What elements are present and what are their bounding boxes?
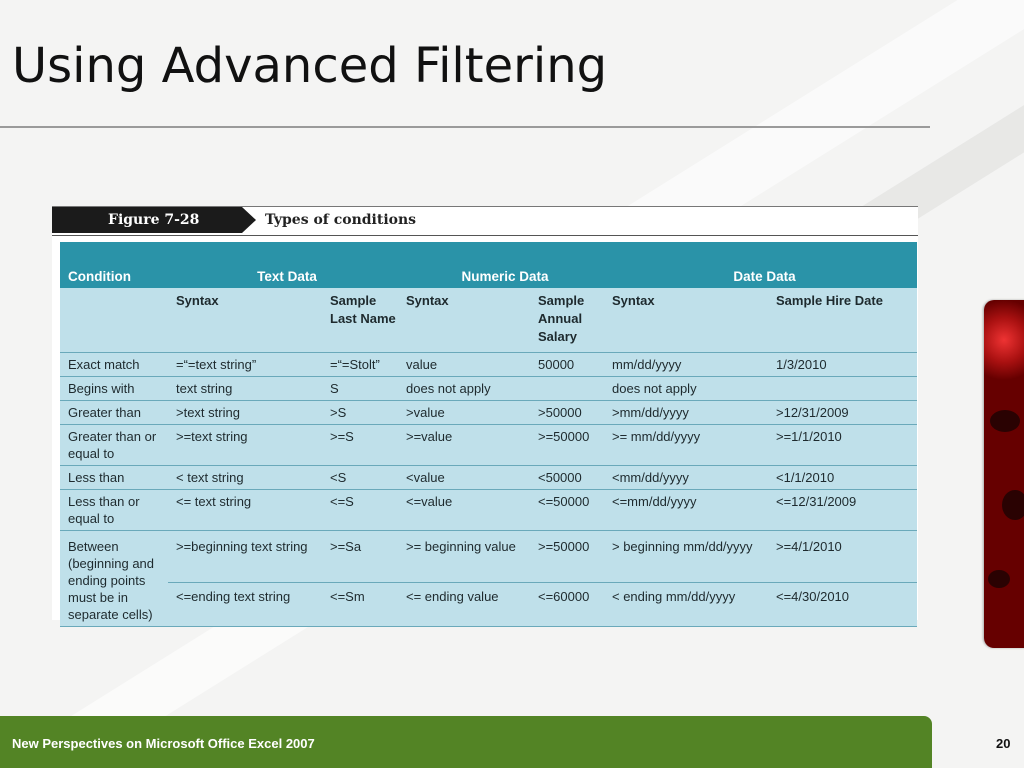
table-row-between-begin bbox=[60, 531, 917, 583]
cell-condition: Greater than or equal to bbox=[60, 425, 168, 466]
title-divider bbox=[0, 126, 930, 128]
cell-date-sample: >12/31/2009 bbox=[768, 401, 917, 425]
cell-text-sample: >=S bbox=[322, 425, 398, 466]
cell-numeric-sample: >=50000 bbox=[530, 531, 604, 583]
cell-date-sample: >=1/1/2010 bbox=[768, 425, 917, 466]
table-subheader-row bbox=[60, 288, 917, 353]
figure-caption: Types of conditions bbox=[265, 212, 417, 228]
cell-text-syntax: < text string bbox=[168, 466, 322, 490]
cell-numeric-syntax: does not apply bbox=[398, 377, 530, 401]
figure-label-arrow bbox=[242, 207, 256, 233]
table-row bbox=[60, 401, 917, 425]
cell-text-syntax: <=ending text string bbox=[168, 583, 322, 627]
cell-date-syntax: >mm/dd/yyyy bbox=[604, 401, 768, 425]
table-row bbox=[60, 353, 917, 377]
figure-types-of-conditions bbox=[52, 206, 918, 620]
cell-text-syntax: >=text string bbox=[168, 425, 322, 466]
cell-date-sample: >=4/1/2010 bbox=[768, 531, 917, 583]
cell-date-sample: <=12/31/2009 bbox=[768, 490, 917, 531]
subheader-text-sample: Sample Last Name bbox=[322, 288, 398, 353]
cell-numeric-syntax: >= beginning value bbox=[398, 531, 530, 583]
subheader-date-syntax: Syntax bbox=[604, 288, 768, 353]
cell-numeric-syntax: >value bbox=[398, 401, 530, 425]
cell-condition: Less than bbox=[60, 466, 168, 490]
figure-header bbox=[52, 206, 918, 236]
figure-label: Figure 7-28 bbox=[52, 207, 242, 233]
footer-bar bbox=[0, 716, 932, 768]
footer-text: New Perspectives on Microsoft Office Excel 2007 bbox=[12, 736, 315, 751]
cell-text-sample: S bbox=[322, 377, 398, 401]
subheader-text-syntax: Syntax bbox=[168, 288, 322, 353]
cell-text-syntax: text string bbox=[168, 377, 322, 401]
cell-date-sample: <1/1/2010 bbox=[768, 466, 917, 490]
page-number: 20 bbox=[996, 736, 1011, 751]
cell-date-syntax: mm/dd/yyyy bbox=[604, 353, 768, 377]
cell-numeric-sample: <50000 bbox=[530, 466, 604, 490]
cell-condition: Greater than bbox=[60, 401, 168, 425]
slide-title: Using Advanced Filtering bbox=[12, 38, 608, 94]
subheader-blank bbox=[60, 288, 168, 353]
cell-text-sample: >S bbox=[322, 401, 398, 425]
cell-numeric-syntax: >=value bbox=[398, 425, 530, 466]
cell-date-syntax: < ending mm/dd/yyyy bbox=[604, 583, 768, 627]
conditions-table bbox=[60, 242, 917, 627]
table-row-between-end bbox=[60, 583, 917, 627]
cell-text-sample: <=Sm bbox=[322, 583, 398, 627]
cell-date-sample: 1/3/2010 bbox=[768, 353, 917, 377]
cell-text-syntax: <= text string bbox=[168, 490, 322, 531]
subheader-date-sample: Sample Hire Date bbox=[768, 288, 917, 353]
subheader-numeric-syntax: Syntax bbox=[398, 288, 530, 353]
cell-condition: Exact match bbox=[60, 353, 168, 377]
cell-date-syntax: >= mm/dd/yyyy bbox=[604, 425, 768, 466]
cell-numeric-sample: >50000 bbox=[530, 401, 604, 425]
cell-condition: Begins with bbox=[60, 377, 168, 401]
header-date-data: Date Data bbox=[604, 242, 917, 288]
cell-numeric-sample: >=50000 bbox=[530, 425, 604, 466]
cell-date-syntax: <=mm/dd/yyyy bbox=[604, 490, 768, 531]
table-row bbox=[60, 425, 917, 466]
cell-text-sample: >=Sa bbox=[322, 531, 398, 583]
cell-date-syntax: does not apply bbox=[604, 377, 768, 401]
cell-date-sample bbox=[768, 377, 917, 401]
cell-numeric-sample bbox=[530, 377, 604, 401]
subheader-numeric-sample: Sample Annual Salary bbox=[530, 288, 604, 353]
cell-numeric-syntax: <value bbox=[398, 466, 530, 490]
cell-numeric-syntax: <=value bbox=[398, 490, 530, 531]
header-condition: Condition bbox=[60, 242, 168, 288]
cell-text-syntax: >=beginning text string bbox=[168, 531, 322, 583]
decorative-side-image bbox=[984, 300, 1024, 648]
table-row bbox=[60, 466, 917, 490]
table-row bbox=[60, 490, 917, 531]
cell-numeric-syntax: value bbox=[398, 353, 530, 377]
cell-text-syntax: >text string bbox=[168, 401, 322, 425]
cell-date-syntax: > beginning mm/dd/yyyy bbox=[604, 531, 768, 583]
cell-numeric-syntax: <= ending value bbox=[398, 583, 530, 627]
table-row bbox=[60, 377, 917, 401]
cell-date-sample: <=4/30/2010 bbox=[768, 583, 917, 627]
cell-date-syntax: <mm/dd/yyyy bbox=[604, 466, 768, 490]
cell-text-sample: =“=Stolt” bbox=[322, 353, 398, 377]
header-numeric-data: Numeric Data bbox=[398, 242, 604, 288]
cell-condition: Less than or equal to bbox=[60, 490, 168, 531]
cell-condition-between: Between (beginning and ending points must be in separate cells) bbox=[60, 531, 168, 627]
cell-text-syntax: =“=text string” bbox=[168, 353, 322, 377]
cell-numeric-sample: 50000 bbox=[530, 353, 604, 377]
table-header-row bbox=[60, 242, 917, 288]
cell-numeric-sample: <=50000 bbox=[530, 490, 604, 531]
cell-text-sample: <=S bbox=[322, 490, 398, 531]
cell-numeric-sample: <=60000 bbox=[530, 583, 604, 627]
cell-text-sample: <S bbox=[322, 466, 398, 490]
header-text-data: Text Data bbox=[168, 242, 398, 288]
